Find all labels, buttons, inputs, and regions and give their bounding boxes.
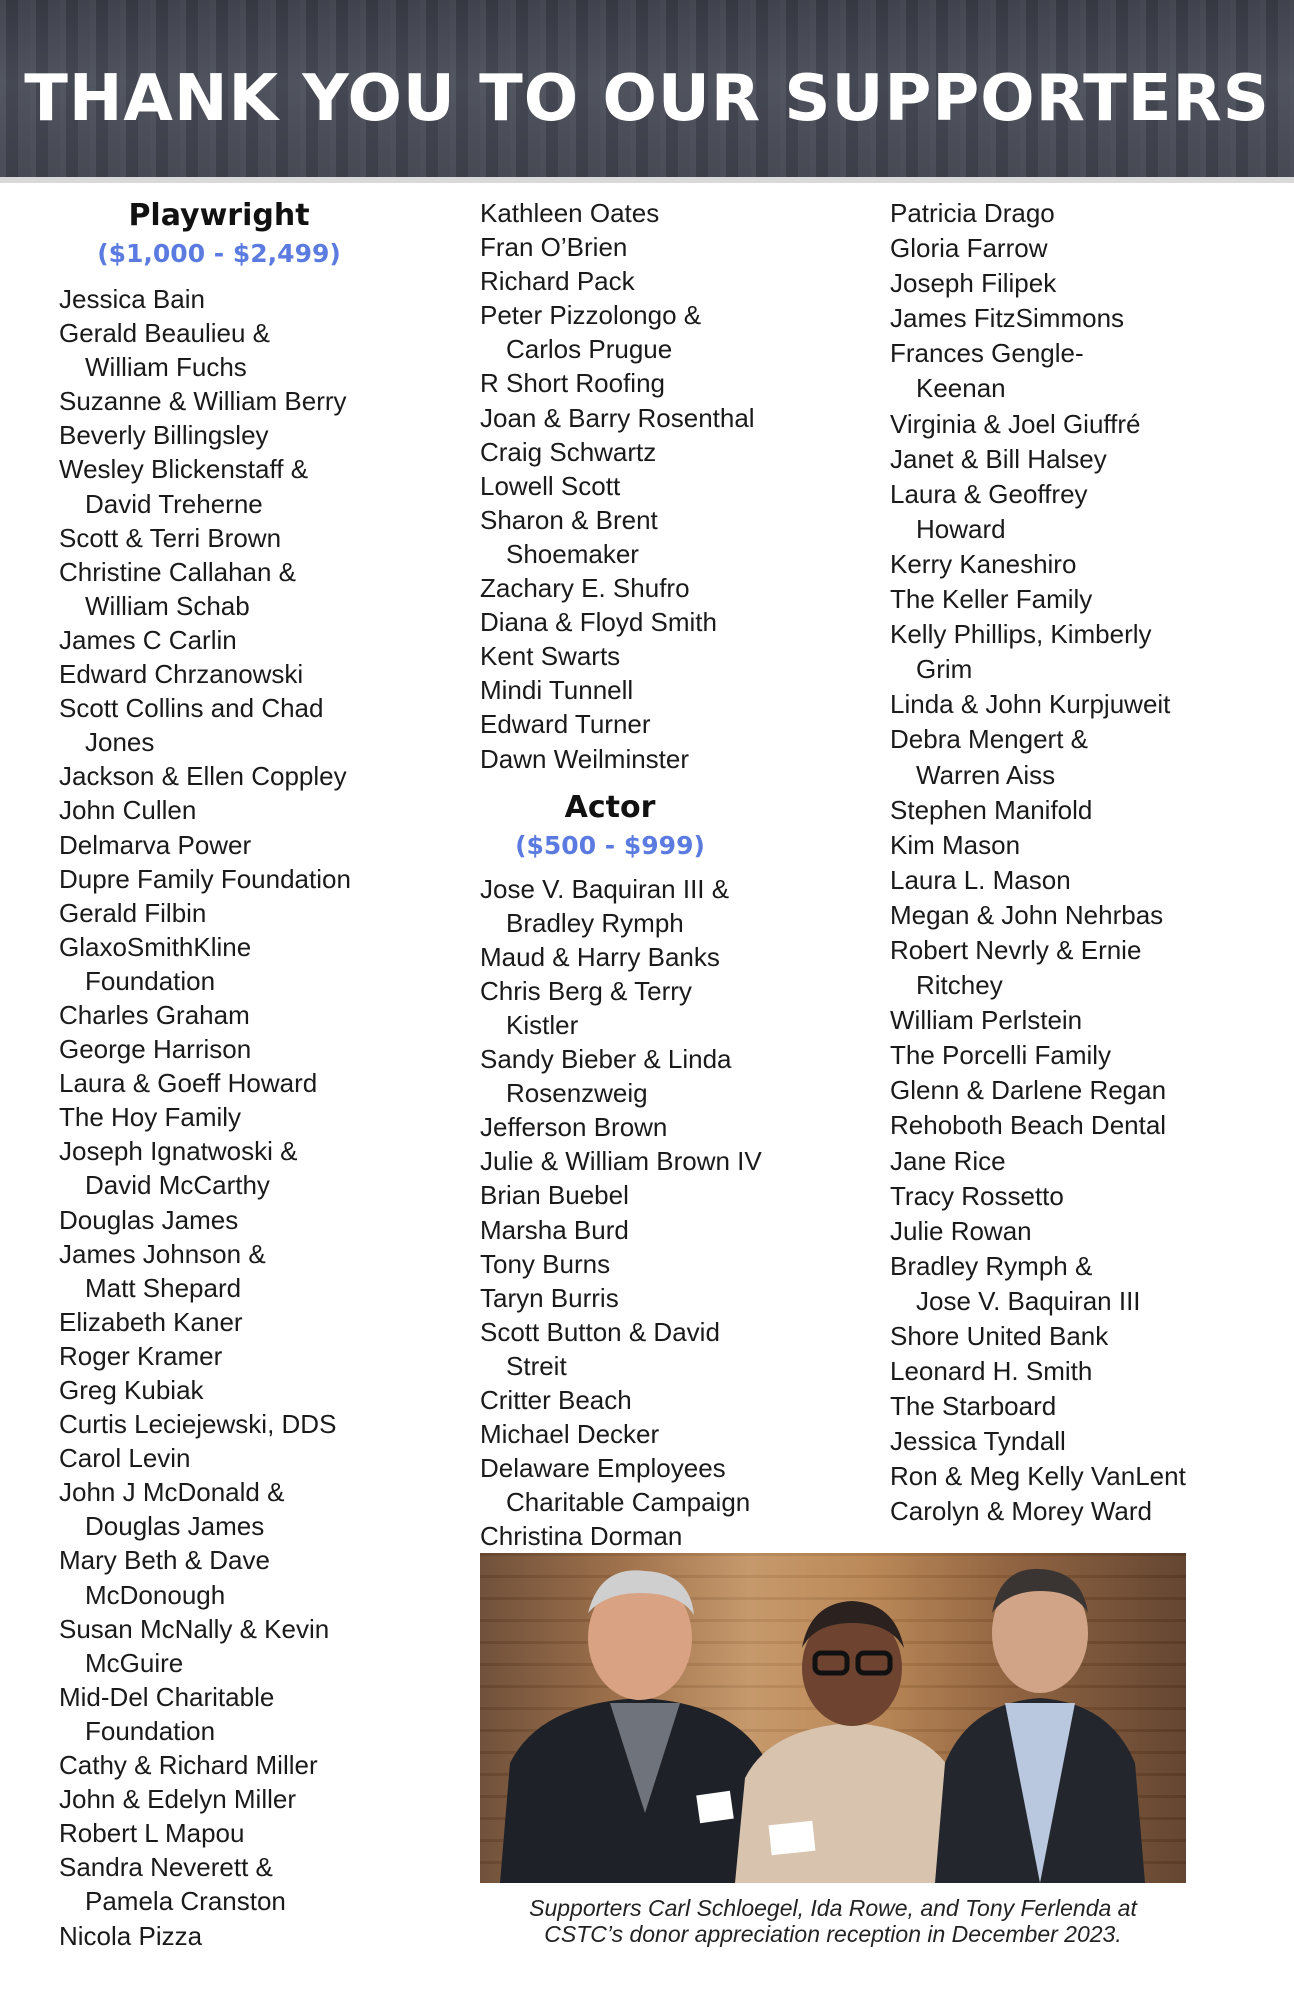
supporter-name-line: Nicola Pizza <box>59 1920 203 1951</box>
supporter-name <box>890 1214 1280 1249</box>
supporter-name-line: Dupre Family Foundation <box>59 863 351 894</box>
supporter-name <box>890 933 1280 1003</box>
supporter-name-line: Jessica Tyndall <box>890 1426 1066 1457</box>
supporter-name-line: James FitzSimmons <box>890 303 1125 334</box>
supporter-name-line: Richard Pack <box>480 266 635 297</box>
supporter-name-line: Sandra Neverett & <box>59 1852 273 1883</box>
supporter-name <box>480 1519 860 1553</box>
supporter-name <box>890 617 1280 687</box>
supporter-name-continuation: Matt Shepard <box>85 1272 242 1303</box>
supporter-name <box>59 1373 419 1407</box>
supporter-name-line: Delaware Employees <box>480 1453 726 1484</box>
tier-heading-actor: Actor <box>564 789 656 825</box>
supporter-name-line: Carolyn & Morey Ward <box>890 1496 1152 1527</box>
supporter-name-line: Craig Schwartz <box>480 436 657 467</box>
supporter-name-line: Tony Burns <box>480 1248 611 1279</box>
supporter-name <box>59 521 419 555</box>
supporter-name-line: Bradley Rymph & <box>890 1250 1093 1281</box>
supporter-name <box>890 1179 1280 1214</box>
supporter-name-line: Suzanne & William Berry <box>59 386 347 417</box>
supporter-name <box>890 898 1280 933</box>
supporter-name-line: Joan & Barry Rosenthal <box>480 402 755 433</box>
supporter-name-line: Tracy Rossetto <box>890 1180 1064 1211</box>
supporter-name-line: Elizabeth Kaner <box>59 1306 243 1337</box>
playwright-supporter-list <box>59 282 419 1953</box>
supporter-name-line: Stephen Manifold <box>890 794 1093 825</box>
supporter-name <box>480 605 860 639</box>
supporter-name-line: Gerald Filbin <box>59 897 207 928</box>
supporter-name-line: Peter Pizzolongo & <box>480 300 702 331</box>
supporter-name <box>59 452 419 520</box>
supporter-name-line: Kim Mason <box>890 829 1021 860</box>
supporter-name-line: Frances Gengle- <box>890 338 1084 369</box>
supporter-name <box>890 1424 1280 1459</box>
supporter-name <box>480 1042 860 1110</box>
supporter-name-line: The Hoy Family <box>59 1102 242 1133</box>
tier-heading-playwright: Playwright <box>128 198 310 233</box>
supporter-name-line: Critter Beach <box>480 1385 632 1415</box>
supporter-name <box>480 264 860 298</box>
supporter-name <box>480 1383 860 1417</box>
supporter-name <box>480 1178 860 1212</box>
supporter-name-line: Christina Dorman <box>480 1521 683 1552</box>
supporter-name-line: Shore United Bank <box>890 1321 1109 1351</box>
supporter-name <box>890 687 1280 722</box>
supporter-name <box>480 1144 860 1178</box>
supporter-name-line: Marsha Burd <box>480 1214 629 1245</box>
supporter-name-line: Laura & Goeff Howard <box>59 1068 318 1099</box>
supporter-name <box>59 1612 419 1680</box>
supporter-name <box>480 435 860 469</box>
supporter-name-continuation: Shoemaker <box>506 538 639 569</box>
actor-supporter-list-continued <box>890 196 1280 1530</box>
supporter-name <box>59 862 419 896</box>
supporter-name <box>480 503 860 571</box>
supporter-name <box>480 1451 860 1519</box>
supporter-name <box>890 1354 1280 1389</box>
supporters-column-3 <box>890 196 1280 1530</box>
supporter-name-line: Robert L Mapou <box>59 1818 245 1849</box>
supporter-name <box>890 1494 1280 1529</box>
supporter-name <box>480 366 860 400</box>
supporter-name-line: Jane Rice <box>890 1145 1006 1176</box>
supporter-name <box>480 298 860 366</box>
supporter-name <box>59 1816 419 1850</box>
supporter-name <box>890 1319 1280 1354</box>
supporter-name-line: Joseph Filipek <box>890 268 1057 299</box>
supporter-name-line: Kerry Kaneshiro <box>890 548 1077 579</box>
supporter-name <box>59 1203 419 1237</box>
supporter-name <box>890 1038 1280 1073</box>
supporter-name-line: Gerald Beaulieu & <box>59 318 271 349</box>
supporter-name <box>890 442 1280 477</box>
supporter-name <box>890 1249 1280 1319</box>
supporter-name <box>59 896 419 930</box>
supporter-name-line: Virginia & Joel Giuffré <box>890 408 1141 439</box>
supporter-name-continuation: Foundation <box>85 965 216 996</box>
supporter-name <box>59 1850 419 1918</box>
supporter-name <box>59 1782 419 1816</box>
supporter-name-line: Mindi Tunnell <box>480 675 634 706</box>
supporters-group-image <box>480 1553 1186 1883</box>
supporter-name-line: Beverly Billingsley <box>59 420 269 451</box>
supporter-name <box>59 1066 419 1100</box>
photo-caption-line-1: Supporters Carl Schloegel, Ida Rowe, and Tony Ferlenda at <box>529 1895 1137 1921</box>
supporter-name-line: Wesley Blickenstaff & <box>59 454 309 485</box>
supporter-name-line: Joseph Ignatwoski & <box>59 1136 298 1167</box>
supporter-name <box>890 231 1280 266</box>
supporter-name <box>480 940 860 974</box>
supporter-name-line: George Harrison <box>59 1034 252 1065</box>
supporter-name-continuation: Douglas James <box>85 1511 265 1542</box>
supporter-name <box>59 828 419 862</box>
supporter-name-line: Jefferson Brown <box>480 1112 668 1143</box>
supporter-name-line: Laura & Geoffrey <box>890 478 1088 509</box>
supporter-name <box>890 1144 1280 1179</box>
supporter-name <box>890 1108 1280 1143</box>
supporter-name <box>480 742 860 776</box>
supporter-name-line: Charles Graham <box>59 999 250 1030</box>
supporter-name <box>480 1417 860 1451</box>
supporter-name <box>480 639 860 673</box>
supporter-name-continuation: David Treherne <box>85 488 263 519</box>
supporter-name <box>890 793 1280 828</box>
supporter-name-continuation: McDonough <box>85 1579 226 1610</box>
supporter-name <box>59 1032 419 1066</box>
supporter-name <box>59 1100 419 1134</box>
supporter-name-line: Lowell Scott <box>480 470 621 501</box>
supporter-name-line: John & Edelyn Miller <box>59 1784 296 1815</box>
supporter-name <box>890 1459 1280 1494</box>
supporter-name-line: Douglas James <box>59 1204 239 1235</box>
supporter-name-continuation: Grim <box>916 654 973 685</box>
supporter-name <box>59 1680 419 1748</box>
supporter-name-line: Gloria Farrow <box>890 233 1048 264</box>
supporter-name-line: Glenn & Darlene Regan <box>890 1075 1167 1106</box>
reception-photo <box>480 1553 1186 1883</box>
supporter-name-line: James Johnson & <box>59 1238 266 1269</box>
supporter-name-continuation: Streit <box>506 1350 567 1381</box>
supporter-name-line: GlaxoSmithKline <box>59 931 252 962</box>
supporter-name <box>59 282 419 316</box>
supporter-name-line: Greg Kubiak <box>59 1375 204 1405</box>
supporter-name-continuation: Warren Aiss <box>916 759 1056 790</box>
supporter-name <box>59 1237 419 1305</box>
supporter-name <box>59 1339 419 1373</box>
supporter-name-line: Laura L. Mason <box>890 864 1071 895</box>
supporter-name-line: Kathleen Oates <box>480 198 660 228</box>
supporter-name-line: Chris Berg & Terry <box>480 975 692 1006</box>
supporter-name <box>59 555 419 623</box>
supporter-name-continuation: Carlos Prugue <box>506 334 673 365</box>
supporter-name-line: Scott & Terri Brown <box>59 522 282 553</box>
supporter-name <box>59 759 419 793</box>
supporter-name <box>59 1407 419 1441</box>
supporter-name <box>890 336 1280 406</box>
supporter-name-line: Kelly Phillips, Kimberly <box>890 619 1152 650</box>
supporter-name <box>59 623 419 657</box>
playwright-supporter-list-continued <box>480 196 860 776</box>
supporter-name-continuation: Howard <box>916 513 1006 544</box>
supporter-name <box>890 1003 1280 1038</box>
supporter-name <box>59 1134 419 1202</box>
supporter-name-line: Christine Callahan & <box>59 556 297 587</box>
supporter-name-line: Leonard H. Smith <box>890 1356 1093 1387</box>
supporters-column-1 <box>59 196 419 1953</box>
supporter-name <box>480 707 860 741</box>
supporter-name-line: Mary Beth & Dave <box>59 1545 270 1576</box>
supporter-name-line: The Porcelli Family <box>890 1040 1112 1071</box>
supporter-name-line: Scott Collins and Chad <box>59 693 324 724</box>
photo-caption <box>480 1895 1186 1947</box>
supporter-name-line: Maud & Harry Banks <box>480 941 720 972</box>
supporter-name-line: Ron & Meg Kelly VanLent <box>890 1461 1186 1492</box>
supporter-name-line: Taryn Burris <box>480 1282 619 1313</box>
supporter-name-line: Edward Chrzanowski <box>59 659 304 690</box>
supporter-name-line: R Short Roofing <box>480 368 665 399</box>
supporter-name <box>890 547 1280 582</box>
supporter-name <box>480 974 860 1042</box>
supporter-name-line: Brian Buebel <box>480 1180 629 1211</box>
supporter-name <box>59 316 419 384</box>
supporter-name-continuation: Charitable Campaign <box>506 1487 751 1518</box>
supporter-name <box>59 998 419 1032</box>
supporter-name-line: James C Carlin <box>59 624 237 655</box>
supporter-name <box>59 930 419 998</box>
supporter-name-line: Julie Rowan <box>890 1215 1032 1246</box>
supporter-name <box>890 1073 1280 1108</box>
supporter-name-continuation: Jose V. Baquiran III <box>916 1285 1141 1316</box>
supporter-name <box>890 1389 1280 1424</box>
supporter-name-continuation: Jones <box>85 727 155 758</box>
supporter-name-continuation: Bradley Rymph <box>506 907 684 938</box>
supporter-name-line: Mid-Del Charitable <box>59 1681 275 1712</box>
supporter-name-line: Jessica Bain <box>59 284 205 314</box>
supporter-name-line: Sandy Bieber & Linda <box>480 1044 732 1075</box>
supporter-name-continuation: Pamela Cranston <box>85 1886 286 1917</box>
actor-supporter-list <box>480 872 860 1554</box>
tier-range-actor: ($500 - $999) <box>515 830 705 860</box>
supporter-name-line: Michael Decker <box>480 1419 660 1450</box>
supporter-name-continuation: Keenan <box>916 373 1006 404</box>
supporter-name-line: Edward Turner <box>480 709 651 740</box>
supporter-name-continuation: McGuire <box>85 1647 184 1678</box>
supporter-name <box>890 266 1280 301</box>
supporter-name-line: Diana & Floyd Smith <box>480 607 717 638</box>
supporter-name-continuation: Ritchey <box>916 970 1003 1001</box>
supporter-name-continuation: William Fuchs <box>85 352 247 383</box>
page-title: THANK YOU TO OUR SUPPORTERS <box>24 62 1270 136</box>
supporter-name <box>59 691 419 759</box>
supporter-name-continuation: Foundation <box>85 1715 216 1746</box>
supporter-name <box>890 407 1280 442</box>
supporter-name-line: Kent Swarts <box>480 641 621 672</box>
supporter-name-line: Susan McNally & Kevin <box>59 1613 330 1644</box>
supporter-name <box>59 1441 419 1475</box>
supporter-name-line: Dawn Weilminster <box>480 743 690 774</box>
supporter-name-line: John J McDonald & <box>59 1477 285 1508</box>
supporter-name-line: Linda & John Kurpjuweit <box>890 689 1171 720</box>
supporter-name <box>480 872 860 940</box>
supporter-name-line: Jose V. Baquiran III & <box>480 873 730 904</box>
supporter-name-line: Cathy & Richard Miller <box>59 1750 318 1781</box>
supporters-column-2 <box>480 196 860 1553</box>
supporter-name-line: Robert Nevrly & Ernie <box>890 934 1142 965</box>
supporter-name <box>480 469 860 503</box>
supporter-name <box>59 1305 419 1339</box>
supporter-name-line: The Keller Family <box>890 584 1093 615</box>
supporter-name-line: Megan & John Nehrbas <box>890 899 1164 930</box>
supporter-name <box>59 384 419 418</box>
supporter-name-line: Zachary E. Shufro <box>480 573 690 604</box>
supporter-name <box>59 1748 419 1782</box>
supporter-name <box>480 1281 860 1315</box>
supporter-name-line: Roger Kramer <box>59 1340 223 1371</box>
supporter-name <box>890 477 1280 547</box>
supporter-name <box>890 863 1280 898</box>
supporter-name-continuation: Kistler <box>506 1009 579 1040</box>
supporter-name-continuation: William Schab <box>85 590 250 621</box>
header-banner <box>0 0 1294 183</box>
supporter-name <box>59 793 419 827</box>
supporter-name-line: Debra Mengert & <box>890 724 1088 755</box>
supporter-name <box>480 1247 860 1281</box>
supporter-name-line: John Cullen <box>59 795 197 826</box>
supporter-name <box>480 1315 860 1383</box>
supporter-name <box>890 722 1280 792</box>
supporter-name <box>59 1919 419 1953</box>
supporter-name <box>59 657 419 691</box>
supporter-name-line: Delmarva Power <box>59 829 252 860</box>
supporter-name-continuation: Rosenzweig <box>506 1078 648 1109</box>
supporter-name-line: Carol Levin <box>59 1443 191 1474</box>
supporter-name-line: Julie & William Brown IV <box>480 1146 762 1177</box>
supporter-name-line: Rehoboth Beach Dental <box>890 1110 1167 1141</box>
supporter-name-line: Scott Button & David <box>480 1316 720 1347</box>
supporter-name-line: Jackson & Ellen Coppley <box>59 761 347 792</box>
supporter-name <box>59 1543 419 1611</box>
supporter-name-line: Sharon & Brent <box>480 504 658 535</box>
supporter-name-continuation: David McCarthy <box>85 1170 270 1201</box>
supporter-name <box>890 828 1280 863</box>
supporter-name-line: Janet & Bill Halsey <box>890 443 1107 474</box>
supporter-name <box>480 401 860 435</box>
supporter-name-line: William Perlstein <box>890 1005 1083 1036</box>
supporter-name <box>480 1213 860 1247</box>
supporter-name <box>480 673 860 707</box>
supporter-name <box>480 196 860 230</box>
supporter-name <box>890 582 1280 617</box>
supporter-name-line: The Starboard <box>890 1391 1057 1422</box>
photo-caption-line-2: CSTC’s donor appreciation reception in December 2023. <box>544 1921 1122 1947</box>
tier-range-playwright: ($1,000 - $2,499) <box>97 239 341 268</box>
supporter-name <box>480 571 860 605</box>
supporter-name <box>890 301 1280 336</box>
supporter-name <box>890 196 1280 231</box>
supporter-name-line: Curtis Leciejewski, DDS <box>59 1409 337 1440</box>
supporter-name-line: Patricia Drago <box>890 198 1055 228</box>
supporter-name <box>480 230 860 264</box>
supporter-name <box>59 418 419 452</box>
supporter-name <box>480 1110 860 1144</box>
supporter-name <box>59 1475 419 1543</box>
supporter-name-line: Fran O’Brien <box>480 232 628 263</box>
